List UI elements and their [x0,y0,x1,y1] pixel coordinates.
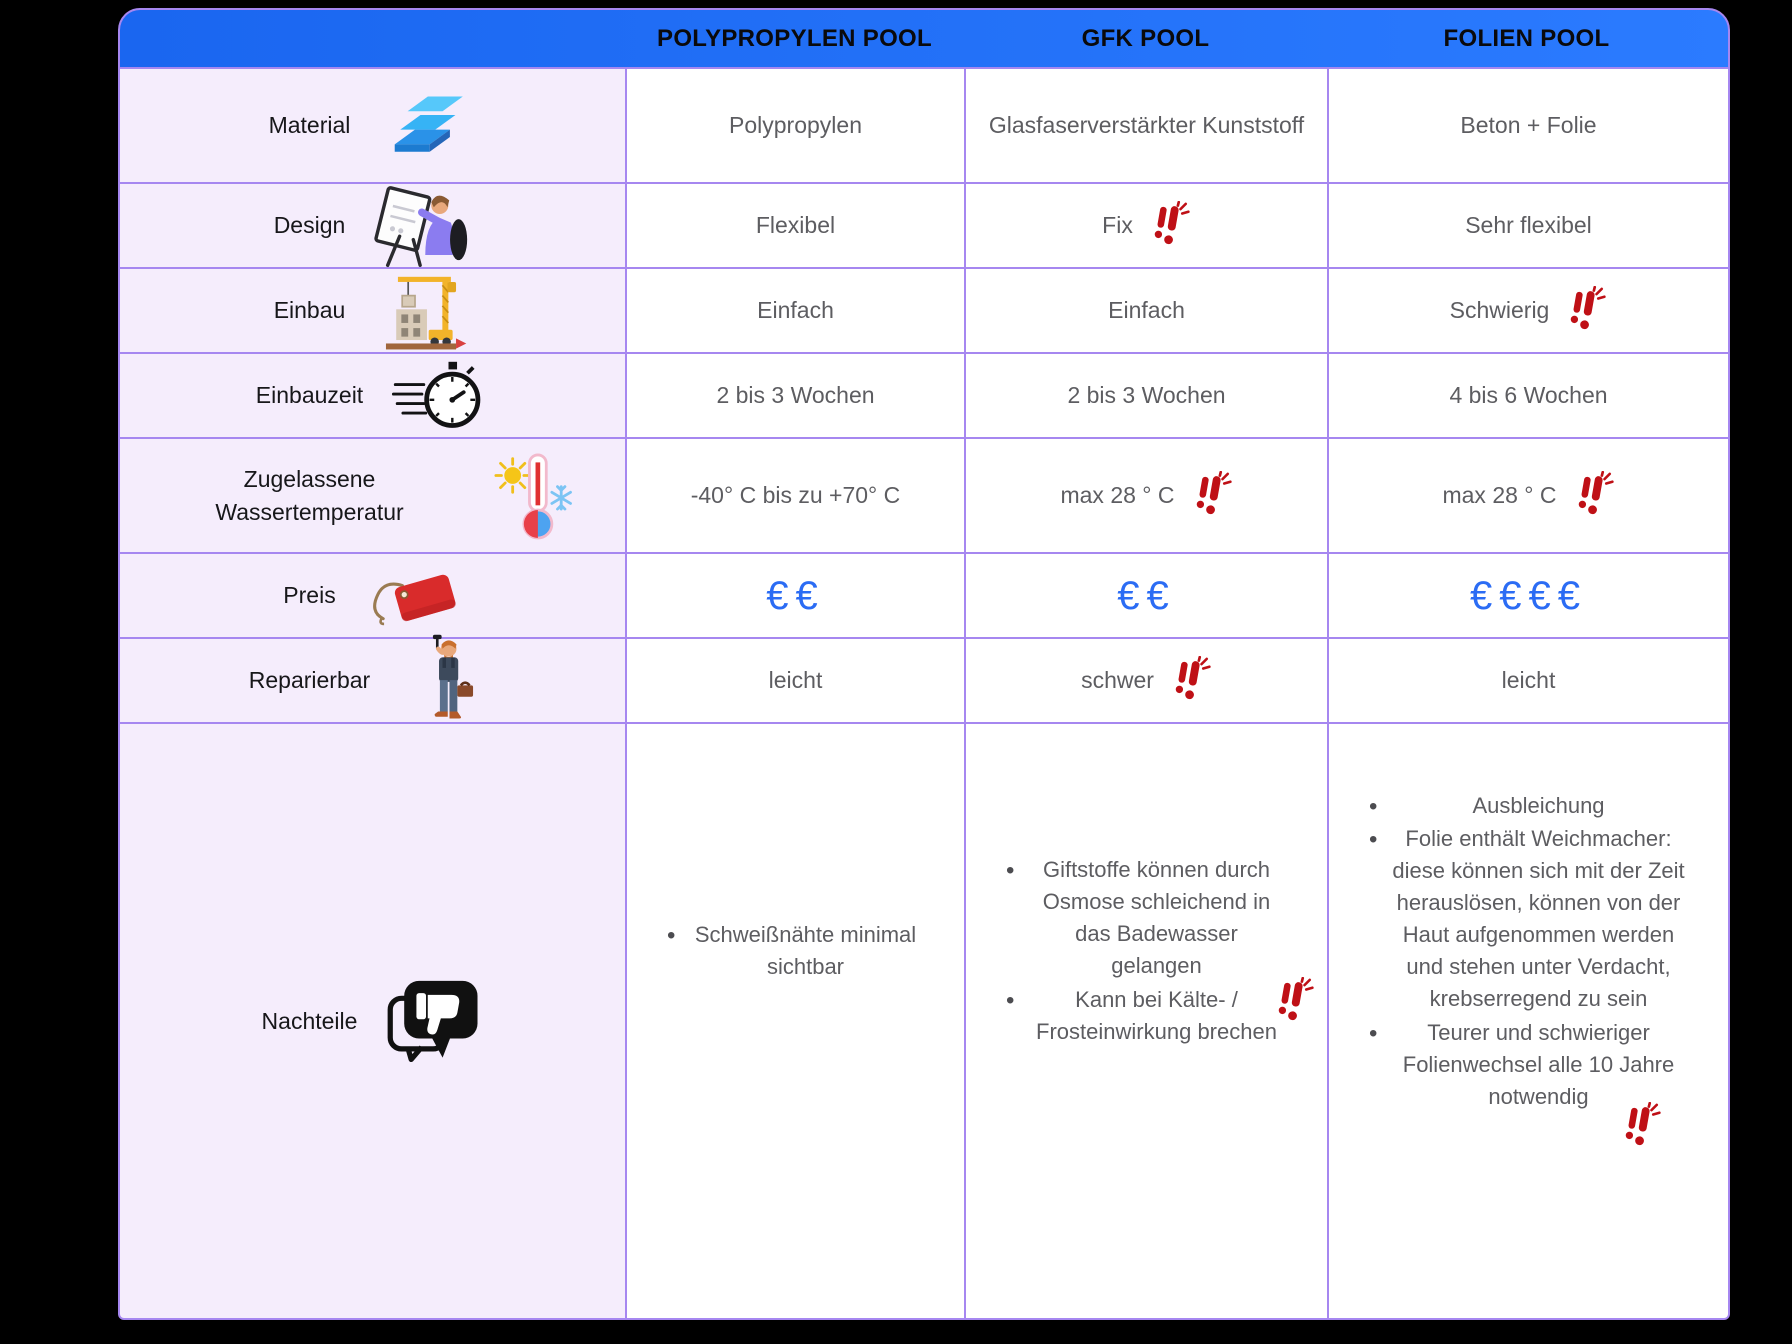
cell-text: schwer [1081,666,1154,693]
cons-item: • Folie enthält Weichmacher: diese können sich mit der Zeit herauslösen, können von der Haut aufgenommen werden und stehen unter Verdacht, krebserregend zu sein [1357,823,1700,1014]
comparison-table [118,8,1730,1320]
row-label-design [120,184,625,267]
row-label-nachteile [120,724,625,1318]
cell-einbauzeit-polypropylen: 2 bis 3 Wochen [627,354,964,437]
cell-preis-gfk: €€ [966,554,1327,637]
warning-icon [1573,471,1615,517]
cons-item: • Ausbleichung [1357,790,1700,822]
row-label-text: Einbauzeit [255,382,364,409]
row-label-einbauzeit [120,354,625,437]
cell-reparierbar-folien: leicht [1329,639,1728,722]
row-label-wassertemperatur [120,439,625,552]
cell-einbau-polypropylen: Einfach [627,269,964,352]
cons-item: • Giftstoffe können durch Osmose schleichend in das Badewasser gelangen [994,854,1299,982]
cell-preis-polypropylen: €€ [627,554,964,637]
row-label-text: Material [268,112,351,139]
row-label-text: Nachteile [261,1007,358,1034]
repairman-icon [396,633,496,729]
cons-item: • Kann bei Kälte- / Frosteinwirkung brechen [994,984,1299,1048]
cell-material-gfk: Glasfaserverstärkter Kunststoff [966,69,1327,182]
cell-nachteile-gfk [966,724,1327,1318]
cell-einbauzeit-gfk: 2 bis 3 Wochen [966,354,1327,437]
warning-icon [1273,977,1315,1023]
row-label-text: Reparierbar [248,667,371,694]
row-label-einbau [120,269,625,352]
cons-item: • Teurer und schwieriger Folienwechsel alle 10 Jahre notwendig [1357,1017,1700,1113]
cell-nachteile-polypropylen [627,724,964,1318]
warning-icon [1149,201,1191,247]
cell-temperatur-gfk [966,439,1327,552]
cons-list [1347,788,1710,1115]
row-label-material [120,69,625,182]
cell-material-folien: Beton + Folie [1329,69,1728,182]
cell-text: Fix [1102,211,1133,238]
table-header-row [120,10,1728,67]
cell-text: max 28 ° C [1442,481,1557,508]
row-label-text: Preis [283,582,336,609]
row-label-preis [120,554,625,637]
cell-nachteile-folien [1329,724,1728,1318]
cell-temperatur-folien [1329,439,1728,552]
row-label-text: Zugelassene Wassertemperatur [215,466,404,525]
cell-design-gfk [966,184,1327,267]
cell-temperatur-polypropylen: -40° C bis zu +70° C [627,439,964,552]
warning-icon [1620,1102,1662,1148]
cons-list [645,917,946,985]
row-label-text: Einbau [273,297,346,324]
stopwatch-icon [389,348,489,444]
cell-reparierbar-gfk [966,639,1327,722]
warning-icon [1565,286,1607,332]
warning-icon [1191,471,1233,517]
thermometer-sun-snow-icon [486,448,586,544]
cons-item: • Schweißnähte minimal sichtbar [655,919,936,983]
designer-drafting-icon [371,178,471,274]
row-label-text: Design [273,212,346,239]
cons-list [984,852,1309,1049]
construction-crane-icon [371,263,471,359]
cell-einbau-folien [1329,269,1728,352]
price-tag-icon [362,548,462,644]
column-header-gfk-pool: GFK POOL [1081,24,1210,52]
cell-text: Schwierig [1449,296,1550,323]
thumbs-down-bubble-icon [383,973,483,1069]
cell-einbauzeit-folien: 4 bis 6 Wochen [1329,354,1728,437]
cell-preis-folien: €€€€ [1329,554,1728,637]
cell-design-polypropylen: Flexibel [627,184,964,267]
cell-einbau-gfk: Einfach [966,269,1327,352]
cell-design-folien: Sehr flexibel [1329,184,1728,267]
warning-icon [1170,656,1212,702]
cell-reparierbar-polypropylen: leicht [627,639,964,722]
row-label-reparierbar [120,639,625,722]
column-header-folien-pool: FOLIEN POOL [1443,24,1610,52]
material-layers-icon [376,78,476,174]
cell-material-polypropylen: Polypropylen [627,69,964,182]
column-header-polypropylen-pool: POLYPROPYLEN POOL [657,24,932,52]
cell-text: max 28 ° C [1060,481,1175,508]
